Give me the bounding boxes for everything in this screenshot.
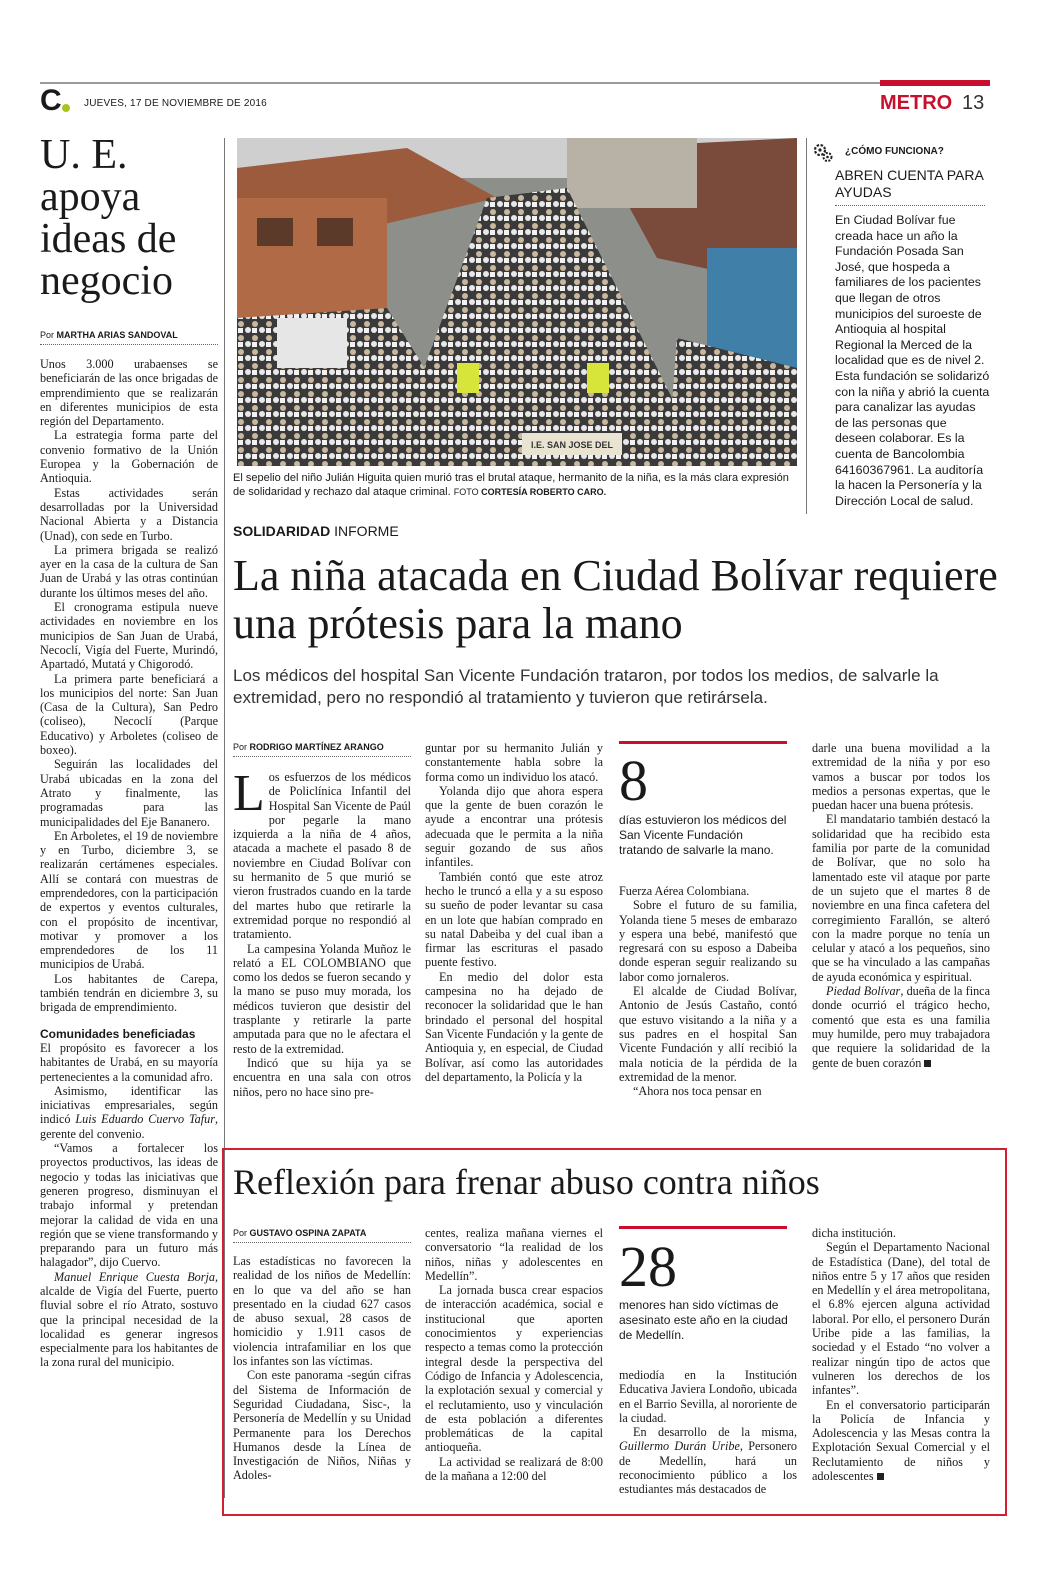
end-mark (877, 1473, 884, 1480)
end-mark (924, 1060, 931, 1067)
bottom-story-byline: Por GUSTAVO OSPINA ZAPATA (233, 1228, 411, 1243)
section-color-bar (880, 80, 990, 86)
story-kicker: SOLIDARIDAD INFORME (233, 523, 399, 539)
bottom-story-column-3: mediodía en la Institución Educativa Javiera Londoño, ubicada en el Barrio Sevilla, al nororiente de la ciudad. En desarrollo de la misma, Guillermo Durán Uribe, Personero de Medellín, hará un reconocimiento público a los estudiantes más destacados de (619, 1368, 797, 1497)
left-story-byline: Por MARTHA ARIAS SANDOVAL (40, 330, 218, 345)
main-story-column-2: guntar por su hermanito Julián y constantemente habla sobre la forma como un individuo los atacó. Yolanda dijo que ahora espera que la gente de buen corazón le ayude a encontrar una prótesis adecuada que le permita a la niña seguir gozando de sus años infantiles. También contó que este atroz hecho le truncó a ella y a su esposo su sueño de poder levantar su casa en un lote que habían comprado en su natal Dabeiba y del cual iban a firmar las escrituras el pasado puente festivo. En medio del dolor esta campesina no ha dejado de reconocer la solidaridad que le han brindado el personal del hospital San Vicente Fundación y la gente de Antioquia y, en especial, de Ciudad Bolívar, así como las autoridades del departamento, la Policía y la (425, 741, 603, 1084)
page-number: 13 (962, 92, 985, 114)
main-stat-rule (619, 741, 787, 744)
bottom-stat-number: 28 (619, 1234, 677, 1299)
bottom-story-column-2: centes, realiza mañana viernes el conversatorio “la realidad de los niños, niñas y adolescentes en Medellín”. La jornada busca crear espacios de interacción académica, social e institucional que aporten conocimientos y experiencias respecto a temas como la protección integral desde la perspectiva del Código de Infancia y Adolescencia, la explotación sexual y comercial y el reclutamiento, uso y vinculación de esta población a diferentes problemáticas de la capital antioqueña. La actividad se realizará de 8:00 de la mañana a 12:00 del (425, 1226, 603, 1484)
sidebar-separator (806, 138, 807, 514)
section-name: METRO (880, 92, 953, 114)
dateline: JUEVES, 17 DE NOVIEMBRE DE 2016 (84, 98, 267, 109)
main-stat-number: 8 (619, 748, 648, 813)
bottom-headline: Reflexión para frenar abuso contra niños (233, 1162, 820, 1202)
sidebar-title: ¿CÓMO FUNCIONA? (845, 146, 944, 157)
main-story-byline: Por RODRIGO MARTÍNEZ ARANGO (233, 742, 411, 757)
main-story-column-3: Fuerza Aérea Colombiana. Sobre el futuro de su familia, Yolanda tiene 5 meses de embarazo y espera una bebé, manifestó que regresará con su esposo a Dabeiba donde esperan seguir realizando su labor como jornaleros. El alcalde de Ciudad Bolívar, Antonio de Jesús Castaño, contó que estuvo visitando a la niña y a sus padres en el hospital San Vicente Fundación y allí recibió la mala noticia de la pérdida de la extremidad de la menor. “Ahora nos toca pensar en (619, 884, 797, 1099)
newspaper-logo: C (40, 84, 62, 117)
bottom-story-column-4: dicha institución. Según el Departamento Nacional de Estadística (Dane), del total de niños entre 5 y 17 años que residen en Medellín y el área metropolitana, el 6.8% ejercen alguna actividad laboral. Por ello, el personero Durán Uribe pide a las familias, la sociedad y el Estado “no volver a realizar ningún tipo de actos que vulneren los derechos de los infantes”. En el conversatorio participarán la Policía de Infancia y Adolescencia y las Mesas contra la Explotación Sexual Comercial y el Reclutamiento de niños y adolescentes (812, 1226, 990, 1484)
bottom-stat-rule (619, 1226, 787, 1229)
photo-banner-text: I.E. SAN JOSE DEL (530, 440, 614, 450)
left-story-title: U. E. apoya ideas de negocio (40, 132, 177, 304)
crowd-illustration (237, 138, 797, 466)
main-headline: La niña atacada en Ciudad Bolívar requiere una prótesis para la mano (233, 551, 998, 648)
sidebar-subtitle: ABREN CUENTA PARA AYUDAS (835, 167, 985, 206)
logo-dot (62, 104, 70, 112)
gears-icon (812, 142, 834, 164)
sidebar-text: En Ciudad Bolívar fue creada hace un año la Fundación Posada San José, que hospeda a familiares de los pacientes que llegan de otros municipios del suroeste de Antioquia al hospital Regional la Merced de la localidad que es de nivel 2. Esta fundación se solidarizó con la niña y abrió la cuenta para canalizar las ayudas de las personas que deseen colaborar. Es la cuenta de Bancolombia 64160367961. La auditoría la hacen la Personería y la Dirección Local de salud. (835, 213, 990, 508)
main-story-column-4: darle una buena movilidad a la extremidad de la niña y por eso vamos a buscar por todos los medios a personas expertas, que le puedan hacer una buena prótesis. El mandatario también destacó la solidaridad que ha recibido esta familia por parte de la comunidad de Bolívar, que no solo ha lamentado este vil ataque por parte de un sujeto que el martes 8 de noviembre en una finca cafetera del corregimiento Farallón, se alteró con la madre porque no tenía un celular y atacó a los pequeños, sino que se ha vinculado a las campañas de ayuda económica y espiritual. Piedad Bolívar, dueña de la finca donde ocurrió el trágico hecho, comentó que esta es una familia muy humilde, pero muy trabajadora que requiere la solidaridad de la gente de buen corazón (812, 741, 991, 1070)
drop-cap: L (233, 765, 265, 822)
bottom-story-column-1: Las estadísticas no favorecen la realidad de los niños de Medellín: en lo que va del año se han presentado en la ciudad 627 casos de abuso sexual, 28 casos de homicidio y 1.911 casos de violencia intrafamiliar en los que los infantes son las víctimas. Con este panorama -según cifras del Sistema de Información de Seguridad Ciudadana, Sisc-, la Personería de Medellín y su Unidad Permanente para los Derechos Humanos desde la Línea de Investigación de Niños, Niñas y Adoles- (233, 1254, 411, 1483)
photo-caption: El sepelio del niño Julián Higuita quien murió tras el brutal ataque, hermanito de la niña, es la más clara expresión de solidaridad y rechazo dal ataque criminal. FOTO CORTESÍA ROBERTO CARO. (233, 472, 789, 498)
left-story-body: Unos 3.000 urabaenses se beneficiarán de las once brigadas de emprendimiento que se realizarán en diferentes municipios de esta región del Departamento. La estrategia forma parte del convenio formativo de la Unión Europea y la Gobernación de Antioquia. Estas actividades serán desarrolladas por la Universidad Nacional Abierta y a Distancia (Unad), con sede en Turbo. La primera brigada se realizó ayer en la casa de la cultura de San Juan de Urabá y las otras continúan durante los últimos meses del año. El cronograma estipula nueve actividades en noviembre en los municipios de San Juan de Urabá, Necoclí, Vigía del Fuerte, Murindó, Apartadó, Mutatá y Chigorodó. La primera parte beneficiará a los municipios del norte: San Juan (Casa de la Cultura), San Pedro (coliseo), Necoclí (Parque Educativo) y Arboletes (coliseo de boxeo). Seguirán las localidades del Urabá ubicadas en la zona del Atrato y finalmente, las programadas para las municipalidades del Eje Bananero. En Arboletes, el 19 de noviembre y en Turbo, diciembre 3, se realizarán certámenes especiales. Allí se contará con muestras de emprendedores, con la participación de expertos y eventos culturales, con el propósito de incentivar, motivar y promover a los emprendedores de los 11 municipios de Urabá. Los habitantes de Carepa, también tendrán en diciembre 3, su brigada de emprendimiento. Comunidades beneficiadas El propósito es favorecer a los habitantes de Urabá, en su mayoría pertenecientes a la comunidad afro. Asimismo, identificar las iniciativas empresariales, según indicó Luis Eduardo Cuervo Tafur, gerente del convenio. “Vamos a fortalecer los proyectos productivos, las ideas de negocio y todas las iniciativas que generen progreso, disminuyan el trabajo informal y pretendan mejorar la calidad de vida en una región que se viene transformando y preparando para un futuro más halagador”, dijo Cuervo. Manuel Enrique Cuesta Borja, alcalde de Vigía del Fuerte, puerto fluvial sobre el río Atrato, sostuvo que la principal necesidad de la localidad es generar ingresos especialmente para los habitantes de la zona rural del municipio. (40, 357, 218, 1370)
top-rule (40, 82, 990, 84)
left-story-subhead: Comunidades beneficiadas (40, 1026, 196, 1041)
main-standfirst: Los médicos del hospital San Vicente Fundación trataron, por todos los medios, de salvarle la extremidad, pero no respondió al tratamiento y tuvieron que retirársela. (233, 666, 939, 707)
main-story-column-1: Los esfuerzos de los médicos de Policlínica Infantil del Hospital San Vicente de Paúl por pegarle la mano izquierda a la niña de 4 años, atacada a machete el pasado 8 de noviembre en Ciudad Bolívar con su hermanito de 5 que murió se vieron frustrados cuando en la tarde del martes hubo que retirarle la extremidad porque no respondió al tratamiento. La campesina Yolanda Muñoz le relató a EL COLOMBIANO que como los dedos se fueron secando y la mano se puso muy morada, los médicos tuvieron que desistir del trasplante y retirarle la parte amputada para que no le afectara el resto de la extremidad. Indicó que su hija ya se encuentra en una sala con otros niños, pero no hace sino pre- (233, 765, 411, 1099)
main-stat-text: días estuvieron los médicos del San Vicente Fundación tratando de salvarle la mano. (619, 813, 787, 857)
funeral-photo (237, 138, 797, 466)
bottom-stat-text: menores han sido víctimas de asesinato este año en la ciudad de Medellín. (619, 1298, 788, 1342)
